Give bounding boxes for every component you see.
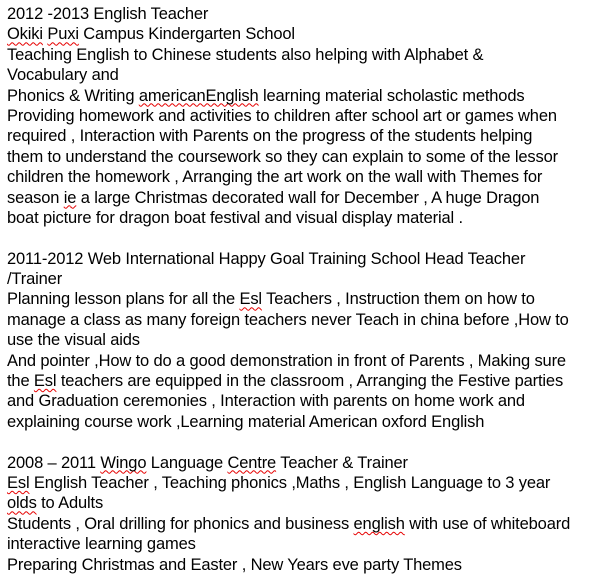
text-segment: 2008 – 2011	[7, 453, 101, 472]
text-line	[7, 412, 597, 432]
text-line	[7, 514, 597, 534]
text-line	[7, 289, 597, 309]
text-line	[7, 4, 597, 24]
misspelled-word[interactable]: Esl	[33, 372, 57, 391]
text-segment: English Teacher , Teaching phonics ,Maths , English Language to 3 year	[29, 473, 551, 492]
misspelled-word[interactable]: Wingo	[100, 453, 147, 472]
text-line	[7, 249, 597, 269]
text-segment: season	[7, 188, 64, 207]
text-segment: Phonics & Writing	[7, 86, 139, 105]
text-segment: children the homework , Arranging the art work on the wall with Themes for	[7, 168, 543, 187]
text-segment: explaining course work ,Learning material American oxford English	[7, 412, 485, 431]
text-line	[7, 45, 597, 65]
text-line	[7, 330, 597, 350]
text-segment: Students , Oral drilling for phonics and business	[7, 514, 354, 533]
text-line	[7, 147, 597, 167]
text-segment: manage a class as many foreign teachers never Teach in china before ,How to	[7, 310, 569, 329]
text-segment: learning material scholastic methods	[258, 86, 525, 105]
text-line	[7, 126, 597, 146]
text-line	[7, 371, 597, 391]
text-line	[7, 24, 597, 44]
text-segment: Vocabulary and	[7, 66, 119, 85]
misspelled-word[interactable]: Okiki	[7, 25, 43, 44]
text-segment: Planning lesson plans for all the	[7, 290, 240, 309]
text-line	[7, 453, 597, 473]
misspelled-word[interactable]: Centre	[227, 453, 277, 472]
text-segment: And pointer ,How to do a good demonstration in front of Parents , Making sure	[7, 351, 566, 370]
text-segment: Language	[146, 453, 228, 472]
text-segment: 2012 -2013 English Teacher	[7, 5, 209, 23]
text-line	[7, 65, 597, 85]
text-segment: Teachers , Instruction them on how to	[261, 290, 535, 309]
misspelled-word[interactable]: Puxi	[47, 25, 79, 44]
text-line	[7, 310, 597, 330]
text-segment: a large Christmas decorated wall for December , A huge Dragon	[76, 188, 540, 207]
text-segment: /Trainer	[7, 270, 63, 289]
blank-line	[7, 432, 597, 452]
text-segment: interactive learning games	[7, 535, 196, 554]
text-segment: them to understand the coursework so they can explain to some of the lessor	[7, 147, 558, 166]
text-segment: boat picture for dragon boat festival and visual display material .	[7, 208, 463, 227]
text-segment: and Graduation ceremonies , Interaction with parents on home work and	[7, 392, 525, 411]
text-segment: the	[7, 372, 34, 391]
text-segment: Campus Kindergarten School	[78, 25, 295, 44]
text-line	[7, 534, 597, 554]
text-line	[7, 269, 597, 289]
text-line	[7, 208, 597, 228]
text-segment: teachers are equipped in the classroom , Arranging the Festive parties	[56, 372, 564, 391]
text-line	[7, 188, 597, 208]
text-line	[7, 391, 597, 411]
misspelled-word[interactable]: english	[353, 514, 405, 533]
text-segment: with use of whiteboard	[404, 514, 571, 533]
text-line	[7, 493, 597, 513]
text-line	[7, 167, 597, 187]
misspelled-word[interactable]: ie	[63, 188, 77, 207]
text-line	[7, 351, 597, 371]
text-segment: required , Interaction with Parents on the progress of the students helping	[7, 127, 533, 146]
misspelled-word[interactable]: olds	[7, 494, 37, 513]
text-line	[7, 86, 597, 106]
text-segment: 2011-2012 Web International Happy Goal Training School Head Teacher	[7, 249, 526, 268]
blank-line	[7, 228, 597, 248]
text-line	[7, 555, 597, 575]
misspelled-word[interactable]: Esl	[239, 290, 262, 309]
text-segment: Preparing Christmas and Easter , New Years eve party Themes	[7, 555, 462, 574]
text-line	[7, 106, 597, 126]
text-segment: Teacher & Trainer	[276, 453, 408, 472]
text-segment: Teaching English to Chinese students also helping with Alphabet &	[7, 45, 484, 64]
text-segment: to Adults	[36, 494, 104, 513]
text-segment: use the visual aids	[7, 331, 140, 350]
text-segment: Providing homework and activities to children after school art or games when	[7, 106, 557, 125]
text-line	[7, 473, 597, 493]
misspelled-word[interactable]: americanEnglish	[138, 86, 259, 105]
misspelled-word[interactable]: Esl	[7, 473, 30, 492]
